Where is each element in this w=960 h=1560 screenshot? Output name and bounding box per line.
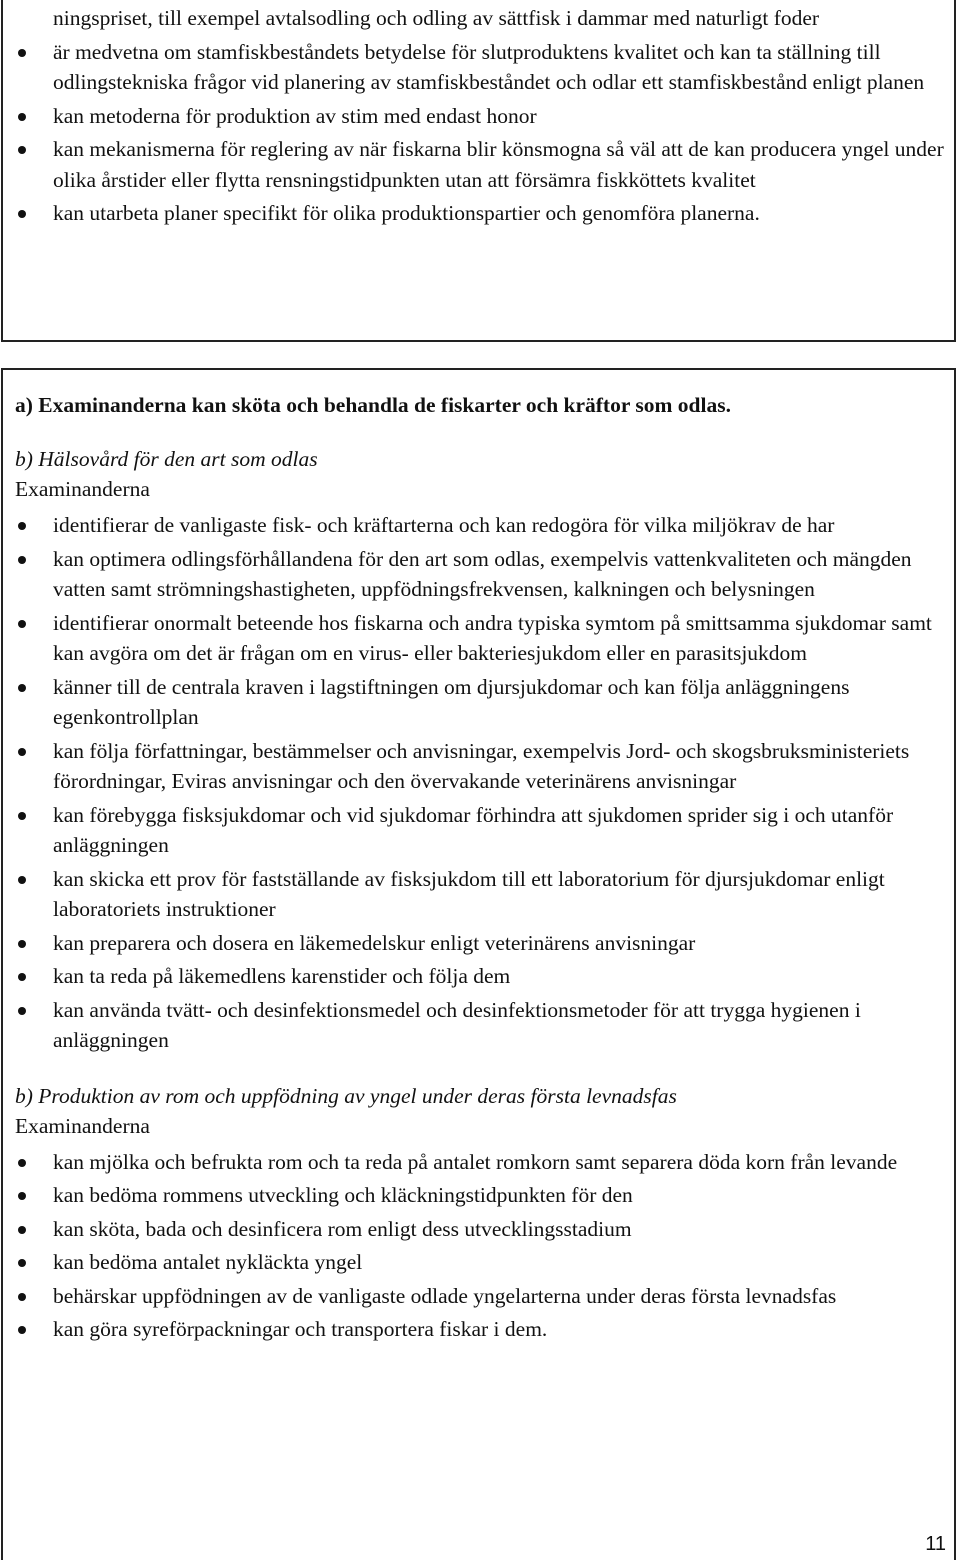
- list-item: [15, 928, 944, 959]
- list-item-text: är medvetna om stamfiskbeståndets betydelse för slutproduktens kvalitet och kan ta ställning till odlingstekniska frågor vid planering av stamfiskbeståndet och odlar ett stamfiskbestånd enligt planen: [53, 39, 925, 94]
- list-item: [15, 510, 944, 541]
- list-item-text: kan bedöma rommens utveckling och kläckningstidpunkten för den: [53, 1183, 633, 1207]
- list-item-text: känner till de centrala kraven i lagstiftningen om djursjukdomar och kan följa anläggningens egenkontrollplan: [53, 674, 850, 729]
- bullet-icon: [18, 113, 26, 121]
- criteria-box: [1, 368, 956, 1560]
- subsection-title: b) Produktion av rom och uppfödning av yngel under deras första levnadsfas: [15, 1083, 677, 1108]
- list-item-text: kan mjölka och befrukta rom och ta reda på antalet romkorn samt separera döda korn från levande: [53, 1149, 898, 1174]
- criteria-list: [15, 1147, 944, 1345]
- bullet-icon: [18, 1192, 26, 1200]
- list-item: [15, 1147, 944, 1178]
- list-item-text: identifierar onormalt beteende hos fiskarna och andra typiska symtom på smittsamma sjukdomar samt kan avgöra om det är frågan om en virus- eller bakteriesjukdom eller en parasitsjukdom: [53, 610, 932, 665]
- list-item-text: kan följa författningar, bestämmelser och anvisningar, exempelvis Jord- och skogsbruksministeriets förordningar, Eviras anvisningar och den övervakande veterinärens anvisningar: [53, 738, 910, 793]
- list-item: [15, 608, 944, 669]
- list-item: [15, 1314, 944, 1345]
- list-item-text: kan bedöma antalet nykläckta yngel: [53, 1250, 363, 1274]
- bullet-icon: [18, 940, 26, 948]
- list-item-text: kan använda tvätt- och desinfektionsmedel och desinfektionsmetoder för att trygga hygienen i anläggningen: [53, 997, 861, 1052]
- list-item: [15, 1180, 944, 1211]
- bullet-icon: [18, 556, 26, 564]
- list-item: [15, 736, 944, 797]
- list-item: [15, 544, 944, 605]
- list-item: [15, 672, 944, 733]
- list-item-text: kan utarbeta planer specifikt för olika produktionspartier och genomföra planerna.: [53, 201, 760, 225]
- bullet-icon: [18, 1226, 26, 1234]
- criteria-list: [15, 510, 944, 1056]
- bullet-icon: [18, 1159, 26, 1167]
- list-item-text: kan göra syreförpackningar och transportera fiskar i dem.: [53, 1317, 548, 1341]
- page-number: 11: [925, 1533, 946, 1555]
- list-item: [15, 101, 944, 132]
- bullet-icon: [18, 1007, 26, 1015]
- list-item-text: kan optimera odlingsförhållandena för den art som odlas, exempelvis vattenkvaliteten och mängden vatten samt strömningshastigheten, uppfödningsfrekvensen, kalkningen och belysningen: [53, 546, 912, 601]
- bullet-icon: [18, 973, 26, 981]
- list-item: [15, 1214, 944, 1245]
- list-item-text: behärskar uppfödningen av de vanligaste odlade yngelarterna under deras första levnadsfas: [53, 1283, 837, 1308]
- criteria-box-content: [15, 390, 944, 1348]
- criteria-box-continued: [1, 0, 956, 342]
- list-item: [15, 961, 944, 992]
- list-item-text: kan förebygga fisksjukdomar och vid sjukdomar förhindra att sjukdomen sprider sig i och utanför anläggningen: [53, 802, 894, 857]
- bullet-icon: [18, 1259, 26, 1267]
- list-item: [15, 864, 944, 925]
- list-item: [15, 134, 944, 195]
- bullet-icon: [18, 748, 26, 756]
- list-item-text: kan preparera och dosera en läkemedelskur enligt veterinärens anvisningar: [53, 930, 696, 955]
- bullet-icon: [18, 812, 26, 820]
- criteria-list: [15, 37, 944, 229]
- bullet-icon: [18, 522, 26, 530]
- bullet-icon: [18, 620, 26, 628]
- bullet-icon: [18, 876, 26, 884]
- list-item: [15, 800, 944, 861]
- subsection-label: Examinanderna: [15, 1113, 150, 1138]
- criteria-box-continued-content: [15, 3, 944, 232]
- section-spacer: [15, 1059, 944, 1081]
- continued-item-text: ningspriset, till exempel avtalsodling och odling av sättfisk i dammar med naturligt foder: [53, 6, 820, 30]
- bullet-icon: [18, 146, 26, 154]
- bullet-icon: [18, 1293, 26, 1301]
- list-item: [15, 1281, 944, 1312]
- list-item: [15, 198, 944, 229]
- list-item-text: kan metoderna för produktion av stim med endast honor: [53, 103, 537, 128]
- list-item-text: kan mekanismerna för reglering av när fiskarna blir könsmogna så väl att de kan producera yngel under olika årstider eller flytta rensningstidpunkten utan att försämra fiskköttets kvalitet: [53, 137, 944, 192]
- list-item-text: identifierar de vanligaste fisk- och kräftarterna och kan redogöra för vilka miljökrav de har: [53, 513, 835, 537]
- subsection-title: b) Hälsovård för den art som odlas: [15, 447, 318, 471]
- list-item-text: kan ta reda på läkemedlens karenstider och följa dem: [53, 964, 511, 988]
- list-item: [15, 1247, 944, 1278]
- subsection-label: Examinanderna: [15, 477, 150, 501]
- bullet-icon: [18, 1326, 26, 1334]
- list-item: [15, 37, 944, 98]
- list-item-text: kan sköta, bada och desinficera rom enligt dess utvecklingsstadium: [53, 1216, 632, 1241]
- bullet-icon: [18, 210, 26, 218]
- list-item: [15, 995, 944, 1056]
- bullet-icon: [18, 684, 26, 692]
- bullet-icon: [18, 49, 26, 57]
- section-heading: a) Examinanderna kan sköta och behandla de fiskarter och kräftor som odlas.: [15, 393, 731, 417]
- list-item-text: kan skicka ett prov för fastställande av fisksjukdom till ett laboratorium för djursjukdomar enligt laboratoriets instruktioner: [53, 866, 885, 921]
